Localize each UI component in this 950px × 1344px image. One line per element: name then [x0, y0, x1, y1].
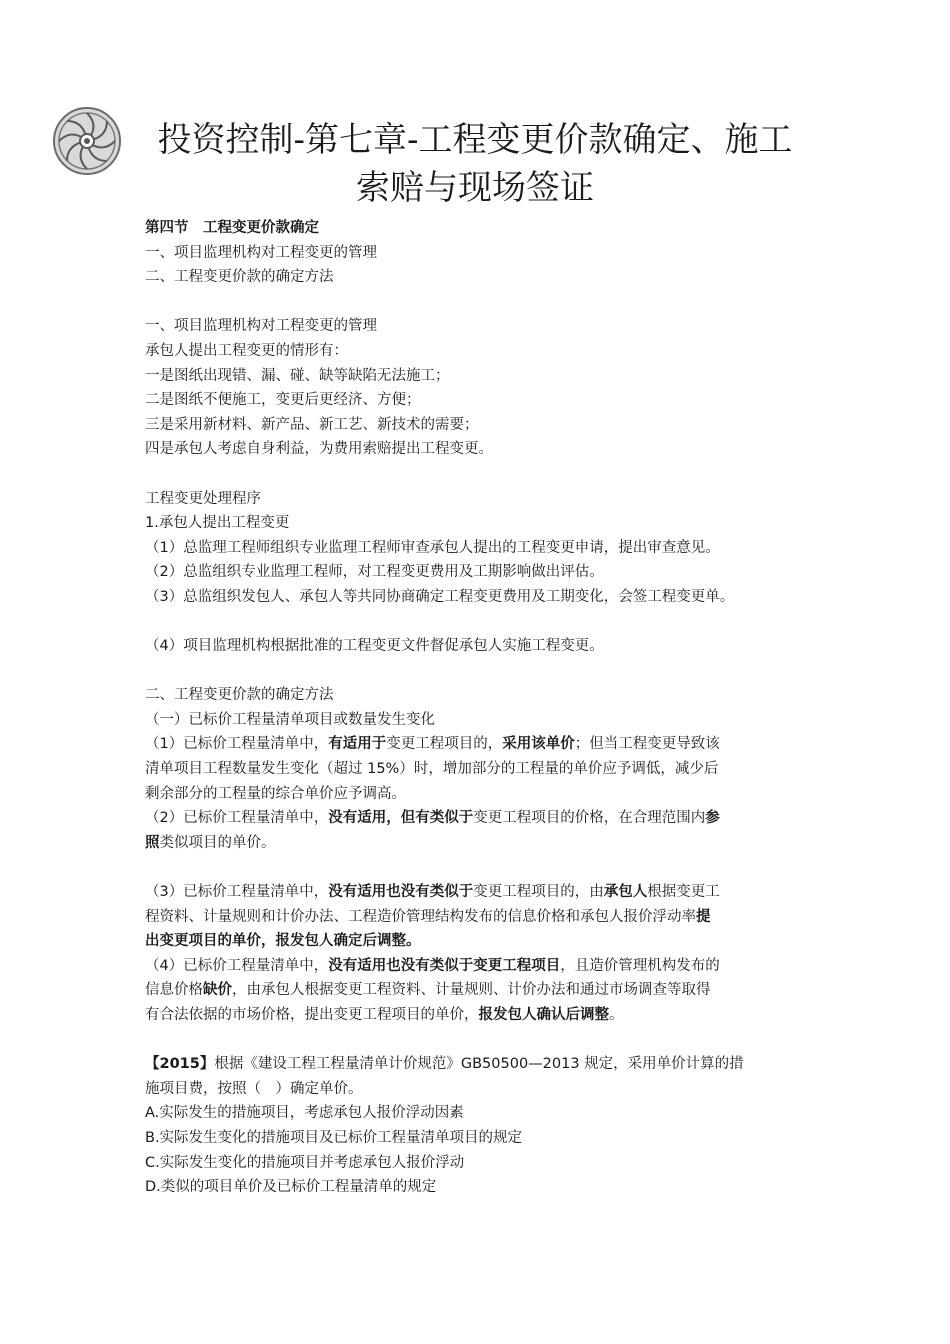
toc-item: 二、工程变更价款的确定方法 [145, 269, 334, 286]
part1-item: 三是采用新材料、新产品、新工艺、新技术的需要； [145, 416, 479, 433]
procedure-step: （3）总监组织发包人、承包人等共同协商确定工程变更费用及工期变化，会签工程变更单。 [145, 588, 735, 605]
title-line-2: 索赔与现场签证 [356, 168, 594, 208]
title-line-1: 投资控制-第七章-工程变更价款确定、施工 [157, 120, 793, 160]
pricing-rule-3: （3）已标价工程量清单中，没有适用也没有类似于变更工程项目的，由承包人根据变更工 程资料、计量规则和计价办法、工程造价管理结构发布的信息价格和承包人报价浮动率提 出变更项目的单价，报发包人确定后调整。 [145, 884, 720, 950]
pricing-rule-2: （2）已标价工程量清单中，没有适用，但有类似于变更工程项目的价格，在合理范围内参 照类似项目的单价。 [145, 810, 720, 851]
toc-item: 一、项目监理机构对工程变更的管理 [145, 244, 377, 261]
pricing-rule-1: （1）已标价工程量清单中，有适用于变更工程项目的，采用该单价；但当工程变更导致该 清单项目工程数量发生变化（超过 15%）时，增加部分的工程量的单价应予调低，减少后 剩余部分的工程量的综合单价应予调高。 [145, 736, 720, 802]
procedure-step: （4）项目监理机构根据批准的工程变更文件督促承包人实施工程变更。 [145, 638, 604, 655]
pricing-rule-4: （4）已标价工程量清单中，没有适用也没有类似于变更工程项目，且造价管理机构发布的 信息价格缺价，由承包人根据变更工程资料、计量规则、计价办法和通过市场调查等取得 有合法依据的市场价格，提出变更工程项目的单价，报发包人确认后调整。 [145, 957, 720, 1023]
document-body [145, 216, 825, 1200]
part1-item: 二是图纸不便施工，变更后更经济、方便； [145, 392, 421, 409]
question-year-tag: 【2015】 [145, 1056, 215, 1073]
exam-question: 【2015】根据《建设工程工程量清单计价规范》GB50500—2013 规定，采用单价计算的措 施项目费，按照（ ）确定单价。 A.实际发生的措施项目，考虑承包人报价浮动因素 B.实际发生变化的措施项目及已标价工程量清单项目的规定 C.实际发生变化的措施项目并考虑承包人报价浮动 D.类似的项目单价及已标价工程量清单的规定 [145, 1052, 825, 1200]
option-c: C.实际发生变化的措施项目并考虑承包人报价浮动 [145, 1154, 465, 1171]
part1-item: 一是图纸出现错、漏、碰、缺等缺陷无法施工； [145, 367, 450, 384]
spiral-rosette-logo-icon [52, 106, 122, 176]
part2-heading: 二、工程变更价款的确定方法 [145, 687, 334, 704]
option-d: D.类似的项目单价及已标价工程量清单的规定 [145, 1179, 437, 1196]
procedure-step: （2）总监组织专业监理工程师，对工程变更费用及工期影响做出评估。 [145, 564, 604, 581]
procedure-sub: 1.承包人提出工程变更 [145, 515, 290, 532]
part1-heading: 一、项目监理机构对工程变更的管理 [145, 318, 377, 335]
procedure-heading: 工程变更处理程序 [145, 490, 261, 507]
section-heading: 第四节 工程变更价款确定 [145, 220, 319, 236]
procedure-step: （1）总监理工程师组织专业监理工程师审查承包人提出的工程变更申请，提出审查意见。 [145, 539, 720, 556]
document-title [140, 116, 810, 212]
part2-sub: （一）已标价工程量清单项目或数量发生变化 [145, 711, 435, 728]
part1-intro: 承包人提出工程变更的情形有： [145, 342, 348, 359]
option-b: B.实际发生变化的措施项目及已标价工程量清单项目的规定 [145, 1129, 523, 1146]
option-a: A.实际发生的措施项目，考虑承包人报价浮动因素 [145, 1105, 464, 1122]
part1-item: 四是承包人考虑自身利益，为费用索赔提出工程变更。 [145, 441, 493, 458]
